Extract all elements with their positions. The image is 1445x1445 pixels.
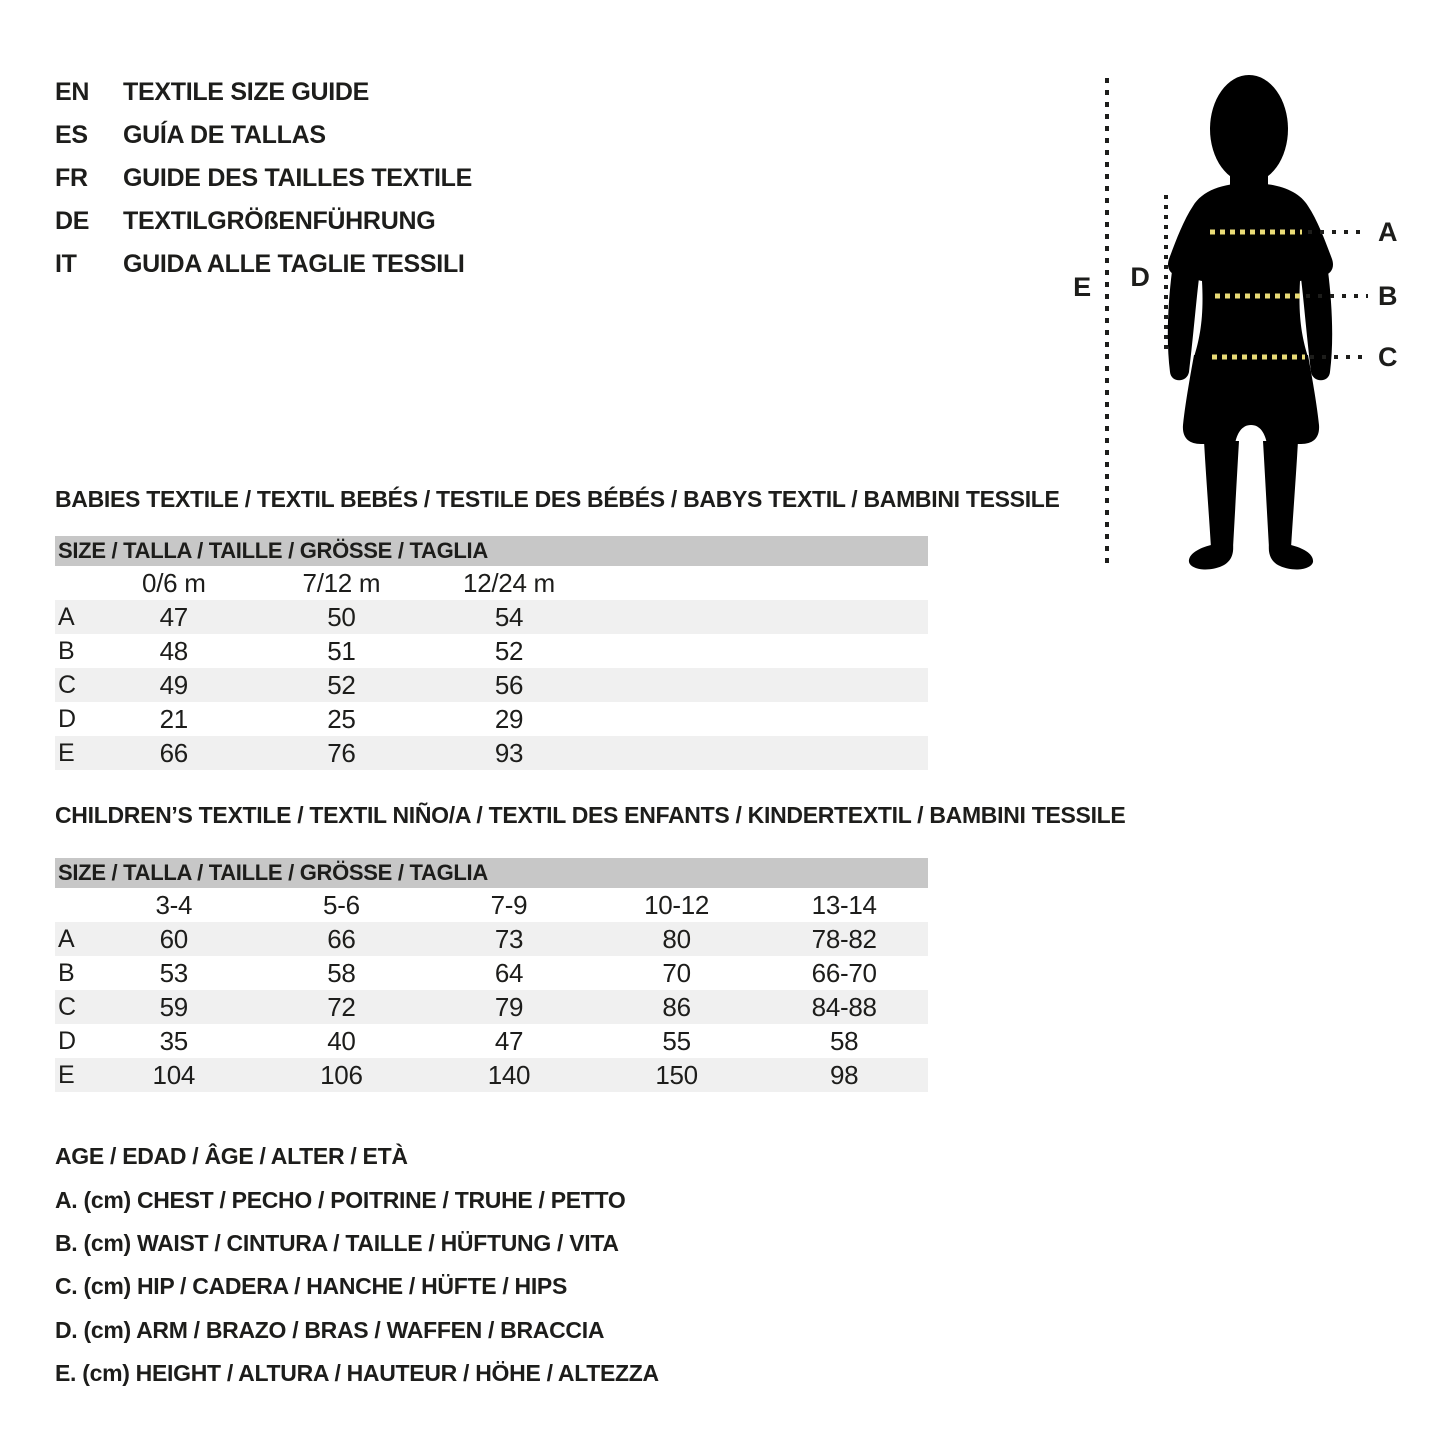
guide-title-es: GUÍA DE TALLAS (123, 121, 326, 149)
size-value-cell: 53 (159, 957, 188, 988)
size-value-cell: 52 (494, 635, 524, 666)
age-column-header: 0/6 m (142, 567, 206, 598)
children-section-title: CHILDREN’S TEXTILE / TEXTIL NIÑO/A / TEXTIL DES ENFANTS / KINDERTEXTIL / BAMBINI TESSILE (55, 802, 1126, 828)
size-value-cell: 47 (159, 601, 188, 632)
size-value-cell: 76 (327, 737, 356, 768)
table-row-b (55, 634, 928, 668)
marker-label-d: D (1130, 262, 1150, 292)
size-header-label: SIZE / TALLA / TAILLE / GRÖSSE / TAGLIA (58, 538, 488, 563)
table-row-c (55, 990, 928, 1024)
size-value-cell: 21 (159, 703, 188, 734)
measurement-figure (1060, 60, 1445, 590)
age-column-header: 7/12 m (302, 567, 381, 598)
age-column-header: 10-12 (644, 889, 710, 920)
age-column-header: 7-9 (490, 889, 528, 920)
legend-height-row: E. (cm) HEIGHT / ALTURA / HAUTEUR / HÖHE / ALTEZZA (55, 1360, 659, 1387)
size-value-cell: 54 (494, 601, 524, 632)
row-label: C (58, 670, 76, 699)
lang-row-de (55, 200, 472, 243)
size-header-bar (55, 858, 928, 888)
legend-arm-row: D. (cm) ARM / BRAZO / BRAS / WAFFEN / BRACCIA (55, 1316, 605, 1343)
size-value-cell: 84-88 (811, 991, 877, 1022)
lang-code: IT (55, 250, 77, 278)
size-value-cell: 50 (327, 601, 356, 632)
child-silhouette-diagram (1060, 60, 1445, 590)
row-label: D (58, 704, 76, 733)
size-value-cell: 58 (830, 1025, 859, 1056)
size-value-cell: 47 (494, 1025, 524, 1056)
guide-title-en: TEXTILE SIZE GUIDE (123, 78, 370, 106)
row-label: E (58, 738, 75, 767)
size-value-cell: 25 (327, 703, 356, 734)
size-value-cell: 49 (159, 669, 188, 700)
size-value-cell: 35 (159, 1025, 188, 1056)
table-row-e (55, 736, 928, 770)
row-label: D (58, 1026, 76, 1055)
size-value-cell: 55 (662, 1025, 691, 1056)
legend-waist-row: B. (cm) WAIST / CINTURA / TAILLE / HÜFTUNG / VITA (55, 1229, 619, 1256)
marker-label-a: A (1378, 217, 1398, 247)
size-value-cell: 40 (327, 1025, 356, 1056)
size-value-cell: 58 (327, 957, 356, 988)
size-value-cell: 106 (320, 1059, 363, 1090)
age-column-header: 3-4 (155, 889, 193, 920)
size-value-cell: 48 (159, 635, 188, 666)
size-value-cell: 51 (327, 635, 356, 666)
size-value-cell: 98 (830, 1059, 859, 1090)
size-value-cell: 29 (494, 703, 524, 734)
lang-row-fr (55, 157, 472, 200)
table-row-b (55, 956, 928, 990)
age-header-row (55, 888, 928, 922)
table-row-d (55, 702, 928, 736)
guide-title-fr: GUIDE DES TAILLES TEXTILE (123, 164, 473, 192)
row-label: B (58, 958, 75, 987)
size-value-cell: 70 (662, 957, 691, 988)
size-value-cell: 73 (494, 923, 524, 954)
age-header-row (55, 566, 928, 600)
size-value-cell: 52 (327, 669, 356, 700)
table-row-a (55, 600, 928, 634)
babies-size-table (55, 536, 928, 770)
size-value-cell: 72 (327, 991, 356, 1022)
table-row-c (55, 668, 928, 702)
age-column-header: 5-6 (323, 889, 360, 920)
legend-age-row: AGE / EDAD / ÂGE / ALTER / ETÀ (55, 1143, 408, 1170)
size-value-cell: 66 (159, 737, 188, 768)
row-label: E (58, 1060, 75, 1089)
marker-label-b: B (1378, 281, 1398, 311)
children-size-table (55, 858, 928, 1092)
size-value-cell: 78-82 (811, 923, 877, 954)
size-value-cell: 56 (494, 669, 524, 700)
size-value-cell: 80 (662, 923, 691, 954)
lang-row-en (55, 71, 472, 114)
size-value-cell: 79 (494, 991, 524, 1022)
row-label: B (58, 636, 75, 665)
lang-code: DE (55, 207, 90, 235)
size-value-cell: 66-70 (811, 957, 877, 988)
legend-chest-row: A. (cm) CHEST / PECHO / POITRINE / TRUHE / PETTO (55, 1186, 626, 1213)
marker-label-c: C (1378, 342, 1398, 372)
lang-code: EN (55, 78, 90, 106)
size-value-cell: 60 (159, 923, 188, 954)
size-header-label: SIZE / TALLA / TAILLE / GRÖSSE / TAGLIA (58, 860, 488, 885)
age-column-header: 13-14 (811, 889, 877, 920)
age-column-header: 12/24 m (463, 567, 555, 598)
lang-row-es (55, 114, 472, 157)
size-value-cell: 104 (152, 1059, 196, 1090)
row-label: C (58, 992, 76, 1021)
language-title-list (55, 71, 472, 286)
lang-code: FR (55, 164, 88, 192)
measurement-legend (55, 1135, 659, 1395)
row-label: A (58, 924, 75, 953)
size-value-cell: 93 (494, 737, 524, 768)
size-value-cell: 150 (655, 1059, 698, 1090)
size-value-cell: 64 (494, 957, 524, 988)
size-header-bar (55, 536, 928, 566)
size-value-cell: 59 (159, 991, 188, 1022)
guide-title-de: TEXTILGRÖßENFÜHRUNG (123, 207, 436, 235)
lang-row-it (55, 243, 472, 286)
marker-label-e: E (1073, 272, 1091, 302)
size-value-cell: 66 (327, 923, 356, 954)
table-row-a (55, 922, 928, 956)
babies-section-title: BABIES TEXTILE / TEXTIL BEBÉS / TESTILE DES BÉBÉS / BABYS TEXTIL / BAMBINI TESSILE (55, 486, 1060, 512)
table-row-d (55, 1024, 928, 1058)
size-value-cell: 140 (487, 1059, 531, 1090)
table-row-e (55, 1058, 928, 1092)
legend-hip-row: C. (cm) HIP / CADERA / HANCHE / HÜFTE / HIPS (55, 1273, 568, 1300)
guide-title-it: GUIDA ALLE TAGLIE TESSILI (123, 250, 465, 278)
row-label: A (58, 602, 75, 631)
child-silhouette (1168, 75, 1333, 569)
size-value-cell: 86 (662, 991, 691, 1022)
lang-code: ES (55, 121, 88, 149)
